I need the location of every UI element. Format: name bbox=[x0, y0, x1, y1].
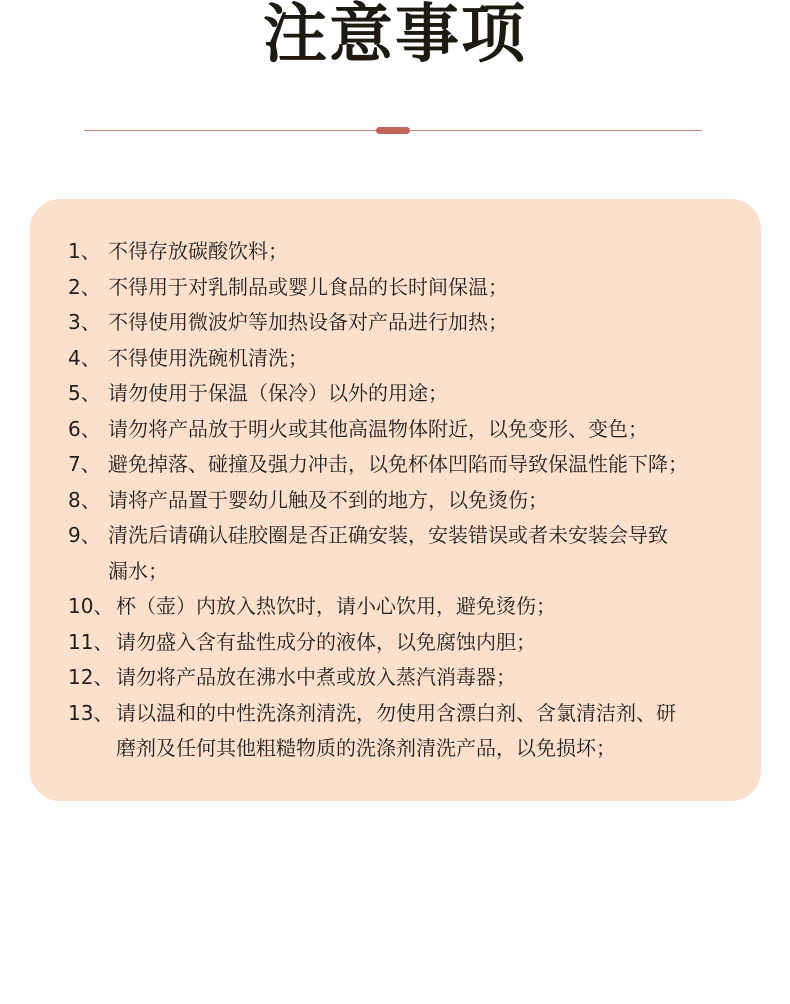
list-item bbox=[68, 589, 738, 625]
list-item bbox=[68, 447, 738, 483]
item-number: 3、 bbox=[68, 310, 101, 334]
item-number: 2、 bbox=[68, 274, 101, 299]
list-item bbox=[68, 234, 738, 270]
divider-accent bbox=[376, 127, 410, 134]
item-number: 11、 bbox=[68, 629, 114, 654]
item-text-continued: 漏水； bbox=[108, 558, 168, 583]
list-item bbox=[68, 270, 738, 306]
item-number: 4、 bbox=[68, 345, 101, 370]
list-item bbox=[68, 376, 738, 412]
item-text: 清洗后请确认硅胶圈是否正确安装，安装错误或者未安装会导致 bbox=[108, 523, 668, 547]
item-text: 请勿将产品放在沸水中煮或放入蒸汽消毒器； bbox=[116, 665, 516, 689]
item-text: 不得使用洗碗机清洗； bbox=[108, 345, 308, 370]
list-item bbox=[68, 412, 738, 448]
item-number: 12、 bbox=[68, 665, 114, 689]
item-number: 5、 bbox=[68, 381, 101, 405]
item-text: 杯（壶）内放入热饮时，请小心饮用，避免烫伤； bbox=[116, 594, 556, 618]
item-text: 请勿将产品放于明火或其他高温物体附近，以免变形、变色； bbox=[108, 416, 648, 441]
item-text-continued: 磨剂及任何其他粗糙物质的洗涤剂清洗产品，以免损坏； bbox=[116, 736, 616, 760]
list-item bbox=[68, 483, 738, 519]
list-item bbox=[68, 341, 738, 377]
page-title: 注意事项 bbox=[263, 0, 527, 72]
list-item bbox=[68, 625, 738, 661]
item-text: 不得使用微波炉等加热设备对产品进行加热； bbox=[108, 310, 508, 334]
item-number: 9、 bbox=[68, 523, 101, 547]
item-text: 请以温和的中性洗涤剂清洗，勿使用含漂白剂、含氯清洁剂、研 bbox=[116, 700, 676, 725]
item-text: 避免掉落、碰撞及强力冲击，以免杯体凹陷而导致保温性能下降； bbox=[108, 452, 688, 476]
item-text: 请勿使用于保温（保冷）以外的用途； bbox=[108, 381, 448, 405]
item-text: 请勿盛入含有盐性成分的液体，以免腐蚀内胆； bbox=[116, 629, 536, 654]
item-text: 请将产品置于婴幼儿触及不到的地方，以免烫伤； bbox=[108, 487, 548, 512]
item-text: 不得存放碳酸饮料； bbox=[108, 239, 288, 263]
list-item bbox=[68, 696, 738, 767]
list-item bbox=[68, 660, 738, 696]
item-number: 1、 bbox=[68, 239, 101, 263]
list-item bbox=[68, 305, 738, 341]
item-number: 13、 bbox=[68, 700, 114, 725]
item-number: 8、 bbox=[68, 487, 101, 512]
item-text: 不得用于对乳制品或婴儿食品的长时间保温； bbox=[108, 274, 508, 299]
item-number: 6、 bbox=[68, 416, 101, 441]
item-number: 7、 bbox=[68, 452, 101, 476]
item-number: 10、 bbox=[68, 594, 114, 618]
list-item bbox=[68, 518, 738, 589]
notice-list bbox=[68, 234, 738, 767]
